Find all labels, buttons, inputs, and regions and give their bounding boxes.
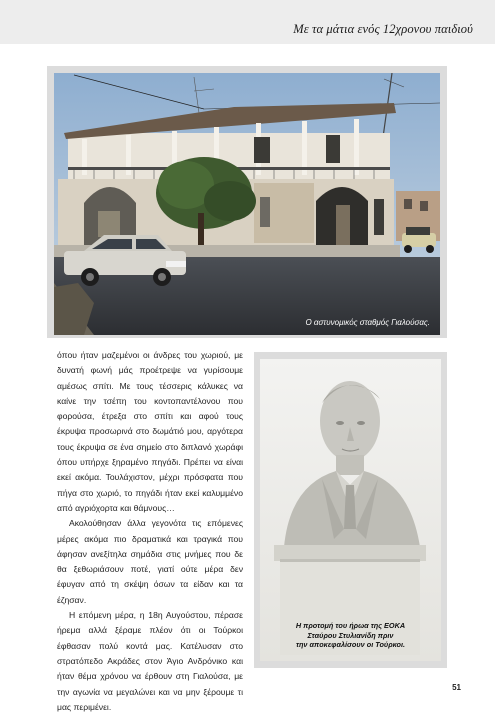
- caption-line: Σταύρου Στυλιανίδη πριν: [307, 630, 394, 640]
- caption-line: Η προτομή του ήρωα της ΕΟΚΑ: [295, 621, 406, 630]
- body-paragraph: όπου ήταν μαζεμένοι οι άνδρες του χωριού, με δυνατή φωνή μάς προέτρεψε να γυρίσουμε αμέσως σπίτι. Με τους τέσσερις κάλυκες να καίνε την τσέπη του κοντοπαντέλονου που φορούσα, έτρεξα στο σπίτι και αφού τους έκρυψα προσωρινά στο δωμάτιό μου, αργότερα τους έκρυψα σε ένα σημείο στο διπλανό χωράφι όπου υπήρχε ξηραμένο πηγάδι. Πρέπει να είναι εκεί ακόμα. Τουλάχιστον, μέχρι πρόσφατα που πήγα στο χωριό, το πηγάδι ήταν εκεί καλυμμένο από αγριόχορτα και θάμνους…: [57, 350, 243, 513]
- running-header-title: Με τα μάτια ενός 12χρονου παιδιού: [293, 22, 473, 36]
- caption-line: την αποκεφαλίσουν οι Τούρκοι.: [295, 640, 406, 650]
- photo-caption: Ο αστυνομικός σταθμός Γιαλούσας.: [305, 318, 430, 327]
- body-paragraph: Ακολούθησαν άλλα γεγονότα τις επόμενες μέρες ακόμα πιο δραματικά και τραγικά που άφησαν ανεξίτηλα σημάδια στις μνήμες που δε θα ξεθωριάσουν ποτέ, γιατί ούτε μέρα δεν έφυγαν από τη σκέψη όσων τα είδαν και τα έζησαν.: [57, 518, 243, 605]
- body-paragraph: Η επόμενη μέρα, η 18η Αυγούστου, πέρασε ήρεμα αλλά ξέραμε πλέον ότι οι Τούρκοι έφθασαν πολύ κοντά μας. Κατέλυσαν στο στρατόπεδο Ακράδες στον Άγιο Ανδρόνικο και ήταν θέμα χρόνου να έρθουν στη Γιαλούσα, με την αγωνία να μεγαλώνει και να μην ξέρουμε τι μας περιμένει.: [57, 610, 243, 712]
- photo-caption: [260, 621, 441, 650]
- header-band: [0, 0, 495, 44]
- police-station-photo: [54, 73, 440, 335]
- body-text-column: [57, 348, 243, 715]
- page-number: 51: [452, 683, 461, 692]
- bust-photo: [260, 359, 441, 661]
